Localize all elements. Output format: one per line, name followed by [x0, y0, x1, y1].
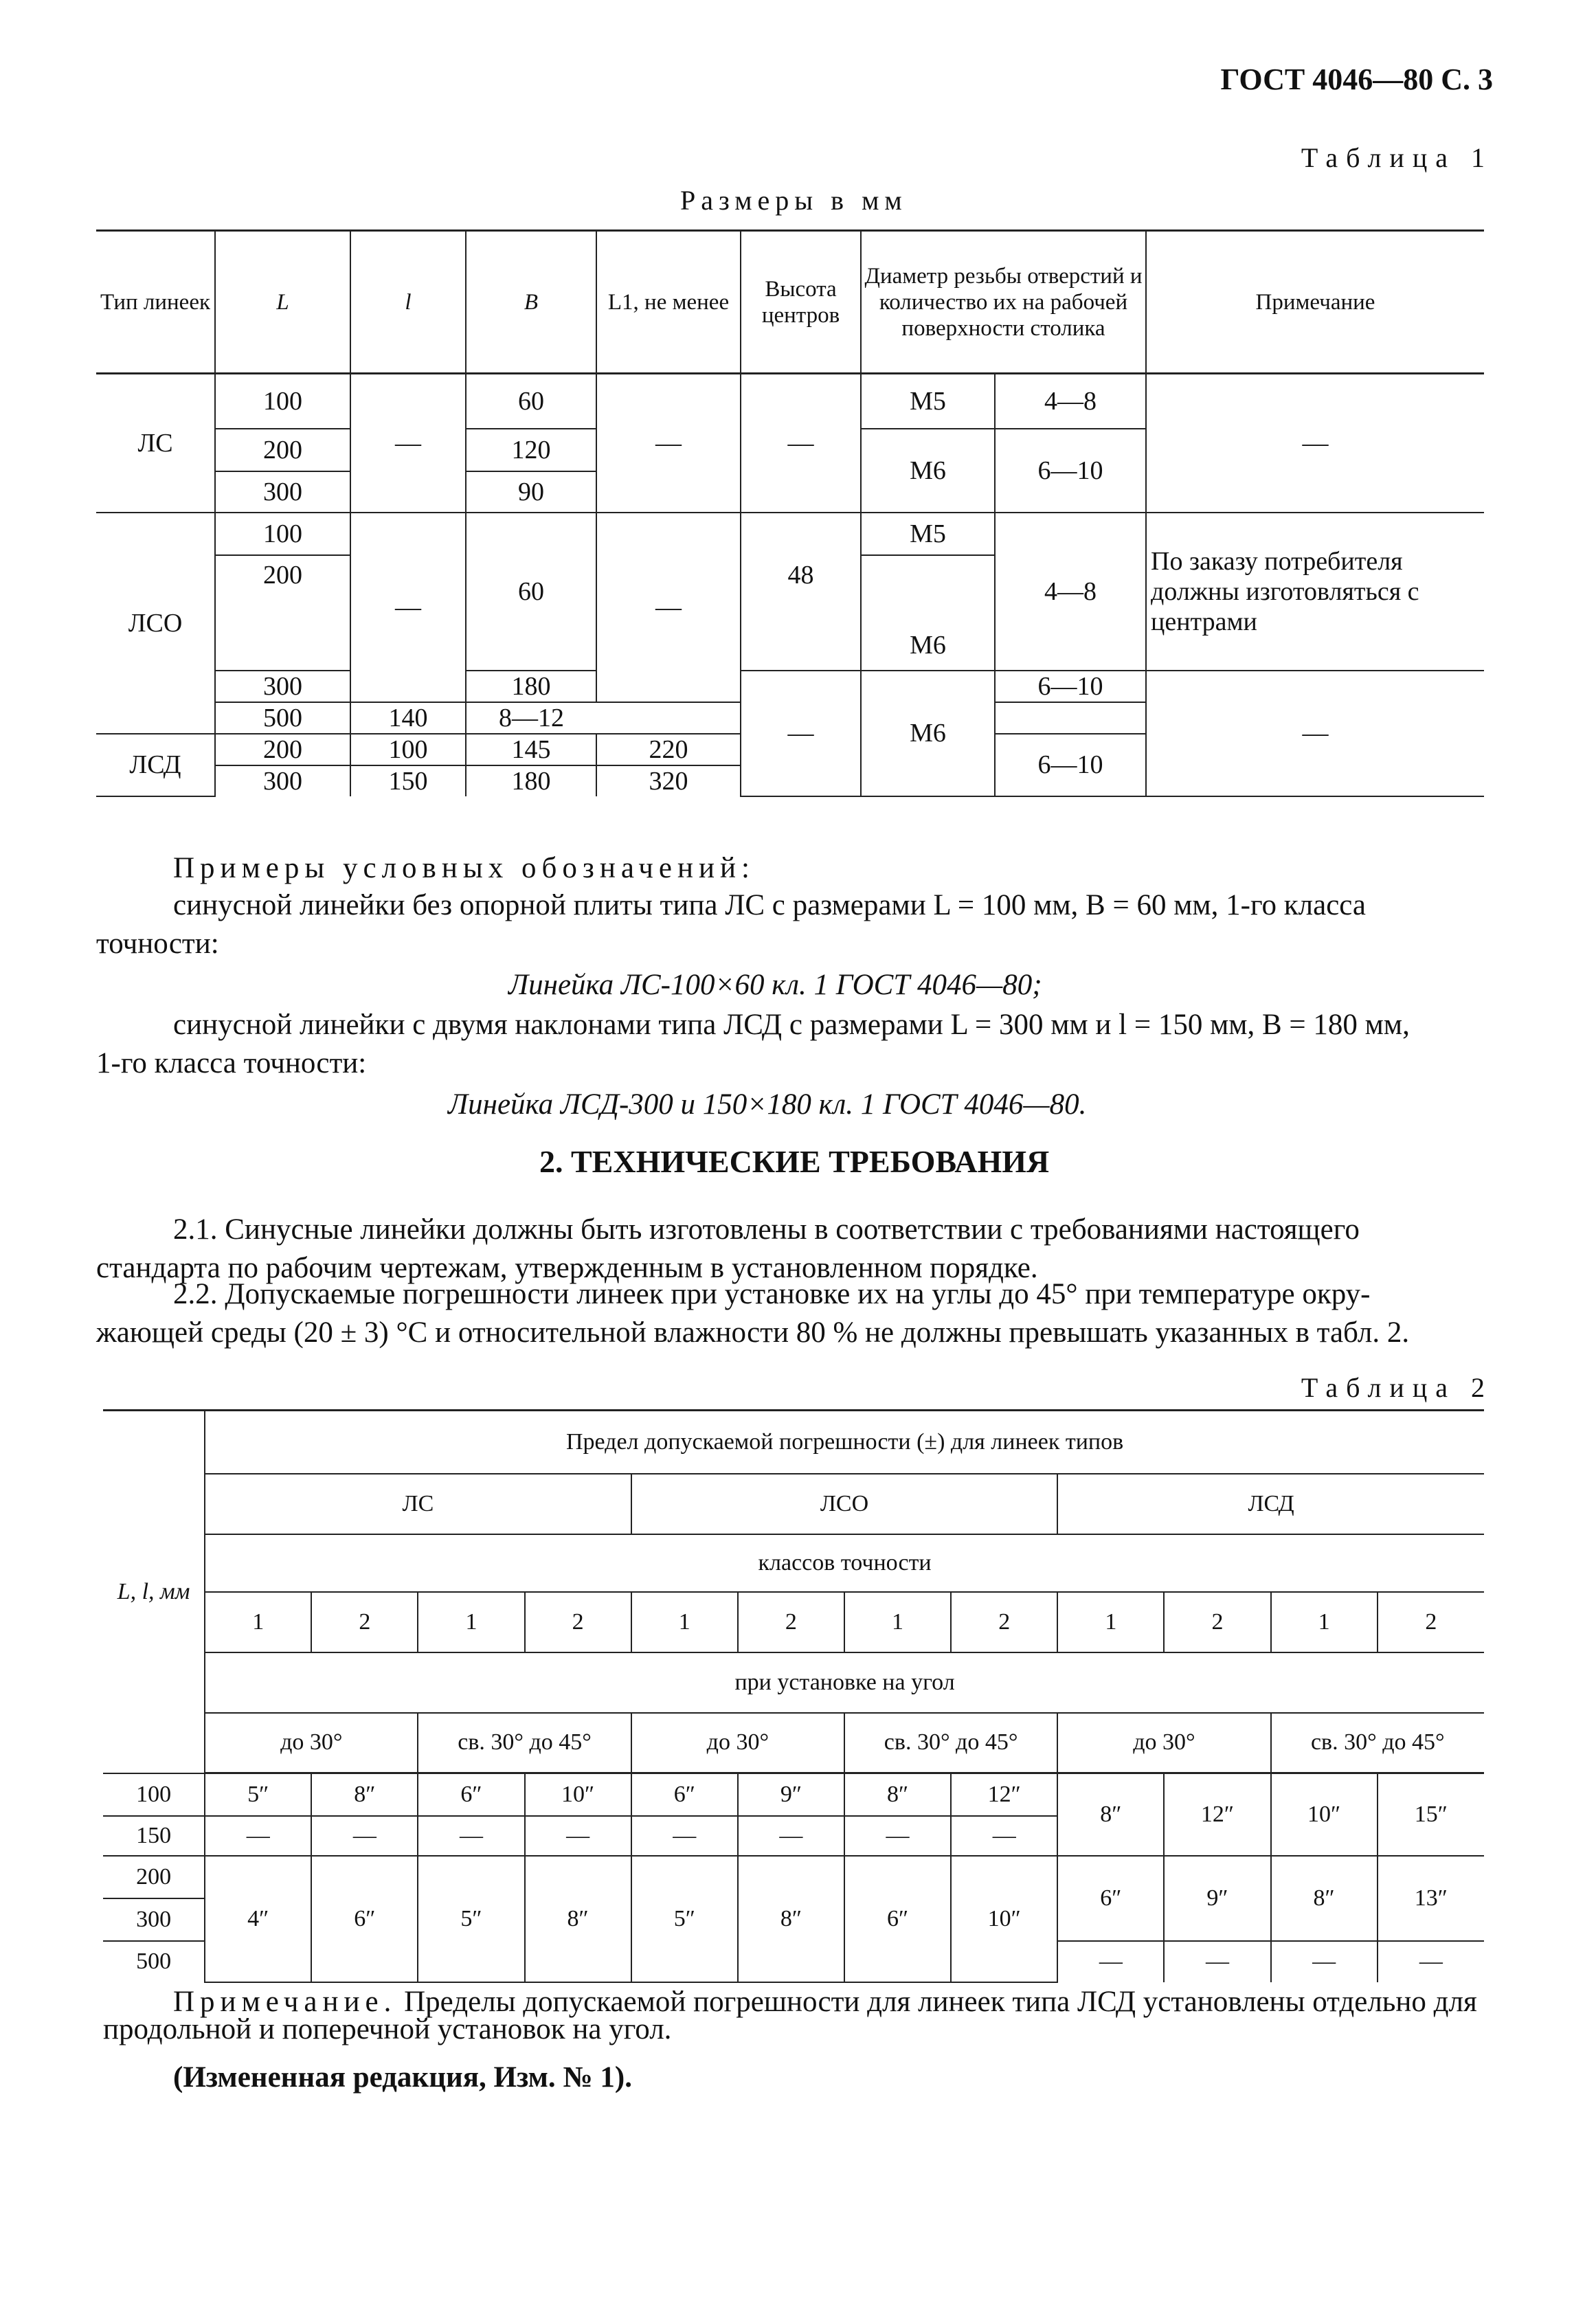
t2-class: 2 — [1378, 1592, 1484, 1652]
t1-cell: 300 — [215, 671, 350, 702]
t2-class: 2 — [738, 1592, 844, 1652]
t1-cell: 60 — [466, 374, 596, 429]
t2-class: 1 — [205, 1592, 311, 1652]
t2-cell: 13″ — [1378, 1856, 1484, 1941]
t1-cell: 145 — [466, 734, 596, 765]
t1-cell: 6—10 — [995, 671, 1146, 702]
t2-angle: св. 30° до 45° — [844, 1713, 1057, 1773]
t1-header-B: B — [466, 231, 596, 374]
t2-cell: — — [1378, 1941, 1484, 1982]
edition-note: (Измененная редакция, Изм. № 1). — [173, 2061, 632, 2094]
t2-cell: 6″ — [631, 1773, 738, 1816]
t2-cell: 10″ — [1271, 1773, 1378, 1856]
t2-cell: — — [1057, 1941, 1164, 1982]
t2-cell: 5″ — [418, 1856, 524, 1982]
t1-cell: 4—8 — [995, 374, 1146, 429]
t2-type-lso: ЛСО — [631, 1474, 1058, 1534]
t1-cell: — — [1146, 671, 1484, 796]
t2-cell: 5″ — [205, 1773, 311, 1816]
t1-cell: — — [596, 513, 741, 702]
t1-header-note: Примечание — [1146, 231, 1484, 374]
t1-cell: — — [741, 374, 861, 513]
note-label: Примечание. — [173, 1986, 397, 2018]
t1-type-lso: ЛСО — [96, 513, 215, 734]
table-1 — [96, 229, 1484, 797]
t2-cell: 8″ — [1057, 1773, 1164, 1856]
t2-cell: — — [951, 1816, 1057, 1856]
t1-cell: 48 — [741, 513, 861, 671]
t1-cell: 120 — [466, 429, 596, 471]
t1-cell: 320 — [596, 765, 741, 796]
t2-class: 1 — [1271, 1592, 1378, 1652]
t2-class: 1 — [844, 1592, 951, 1652]
t2-cell: 8″ — [844, 1773, 951, 1816]
t2-rowhead: L, l, мм — [103, 1411, 205, 1773]
t2-length: 500 — [103, 1941, 205, 1982]
t2-cell: — — [1271, 1941, 1378, 1982]
t1-header-L1: L1, не менее — [596, 231, 741, 374]
t2-cell: 15″ — [1378, 1773, 1484, 1856]
t1-type-lsd: ЛСД — [96, 734, 215, 796]
table2-caption: Таблица 2 — [1301, 1372, 1493, 1403]
t1-cell: 180 — [466, 671, 596, 702]
t1-type-ls: ЛС — [96, 374, 215, 513]
t2-type-lsd: ЛСД — [1057, 1474, 1484, 1534]
t2-cell: — — [205, 1816, 311, 1856]
t2-class: 2 — [525, 1592, 631, 1652]
t2-cell: 12″ — [1164, 1773, 1270, 1856]
paragraph-2-2b: жающей среды (20 ± 3) °С и относительной влажности 80 % не должны превышать указанных в табл. 2. — [96, 1316, 1410, 1349]
t1-header-thread: Диаметр резьбы отверстий и количество их на рабочей поверхности столика — [861, 231, 1146, 374]
t2-cell: — — [1164, 1941, 1270, 1982]
t2-length: 300 — [103, 1898, 205, 1941]
t1-cell: 300 — [215, 765, 350, 796]
t1-cell: 180 — [466, 765, 596, 796]
table-2 — [103, 1409, 1484, 1983]
t1-cell: 6—10 — [995, 734, 1146, 796]
t2-cell: 6″ — [1057, 1856, 1164, 1941]
t1-cell: 8—12 — [466, 702, 596, 734]
t2-class: 1 — [418, 1592, 524, 1652]
t1-cell: 140 — [350, 702, 466, 734]
t1-cell: По заказу потребителя должны изготовляться с центрами — [1146, 513, 1484, 671]
paragraph-2-2a: 2.2. Допускаемые погрешности линеек при установке их на углы до 45° при температуре окру- — [173, 1278, 1371, 1310]
t2-cell: — — [525, 1816, 631, 1856]
example-formula-1: Линейка ЛС-100×60 кл. 1 ГОСТ 4046—80; — [508, 969, 1042, 1001]
t1-cell: 200 — [215, 555, 350, 671]
t2-cell: 10″ — [525, 1773, 631, 1816]
t1-cell: 90 — [466, 471, 596, 513]
paragraph-2-1b: стандарта по рабочим чертежам, утвержденным в установленном порядке. — [96, 1252, 1038, 1284]
note-text-1: Пределы допускаемой погрешности для линеек типа ЛСД установлены отдельно для — [396, 1986, 1477, 2018]
t2-cell: 5″ — [631, 1856, 738, 1982]
t1-cell: 4—8 — [995, 513, 1146, 671]
t2-cell: 8″ — [525, 1856, 631, 1982]
t2-cell: — — [844, 1816, 951, 1856]
example-formula-2: Линейка ЛСД-300 и 150×180 кл. 1 ГОСТ 4046—80. — [448, 1088, 1087, 1121]
t2-length: 100 — [103, 1773, 205, 1816]
t2-title: Предел допускаемой погрешности (±) для линеек типов — [205, 1411, 1484, 1474]
t2-class: 2 — [311, 1592, 418, 1652]
t2-cell: 9″ — [1164, 1856, 1270, 1941]
t1-cell: M5 — [861, 513, 995, 555]
t1-cell: — — [741, 671, 861, 796]
t1-cell: — — [350, 374, 466, 513]
t1-cell: 300 — [215, 471, 350, 513]
t2-class: 2 — [1164, 1592, 1270, 1652]
t2-angle: св. 30° до 45° — [1271, 1713, 1484, 1773]
note-line2: продольной и поперечной установок на угол. — [103, 2013, 672, 2045]
t1-cell: 200 — [215, 429, 350, 471]
table1-units: Размеры в мм — [680, 185, 908, 216]
page-header: ГОСТ 4046—80 С. 3 — [1220, 63, 1493, 96]
t2-angle: до 30° — [1057, 1713, 1270, 1773]
t1-cell: 200 — [215, 734, 350, 765]
t1-header-l: l — [350, 231, 466, 374]
t2-length: 200 — [103, 1856, 205, 1898]
t1-header-type: Тип линеек — [96, 231, 215, 374]
t2-cell: 9″ — [738, 1773, 844, 1816]
t2-cell: 6″ — [418, 1773, 524, 1816]
t1-cell: M6 — [861, 555, 995, 671]
paragraph-2-1a: 2.1. Синусные линейки должны быть изготовлены в соответствии с требованиями настоящего — [173, 1213, 1360, 1246]
t2-angle: св. 30° до 45° — [418, 1713, 631, 1773]
t2-cell: 6″ — [844, 1856, 951, 1982]
examples-title: Примеры условных обозначений: — [173, 852, 755, 884]
t2-cell: 8″ — [1271, 1856, 1378, 1941]
t1-cell: — — [1146, 374, 1484, 513]
examples-line1: синусной линейки без опорной плиты типа ЛС с размерами L = 100 мм, B = 60 мм, 1-го класса — [173, 889, 1366, 921]
t2-class: 2 — [951, 1592, 1057, 1652]
t2-cell: 8″ — [311, 1773, 418, 1816]
t2-length: 150 — [103, 1816, 205, 1856]
t1-cell: M6 — [861, 671, 995, 796]
t2-type-ls: ЛС — [205, 1474, 631, 1534]
t1-cell: M6 — [861, 429, 995, 513]
section-title: 2. ТЕХНИЧЕСКИЕ ТРЕБОВАНИЯ — [539, 1144, 1050, 1179]
t1-cell: 100 — [350, 734, 466, 765]
t1-cell: 100 — [215, 374, 350, 429]
t2-angle: до 30° — [205, 1713, 418, 1773]
t1-cell: 100 — [215, 513, 350, 555]
t1-header-L: L — [215, 231, 350, 374]
t2-class: 1 — [631, 1592, 738, 1652]
examples-line1b: точности: — [96, 928, 219, 960]
t2-angle: до 30° — [631, 1713, 844, 1773]
t2-cell: 6″ — [311, 1856, 418, 1982]
t1-header-height: Высота центров — [741, 231, 861, 374]
t1-cell: 220 — [596, 734, 741, 765]
t1-cell: M5 — [861, 374, 995, 429]
t2-cell: — — [738, 1816, 844, 1856]
t2-classes-label: классов точности — [205, 1534, 1484, 1592]
t1-cell: — — [596, 374, 741, 513]
t2-cell: — — [418, 1816, 524, 1856]
t2-class: 1 — [1057, 1592, 1164, 1652]
t2-cell: 4″ — [205, 1856, 311, 1982]
t1-cell: 500 — [215, 702, 350, 734]
t1-cell: 60 — [466, 513, 596, 671]
examples-line2b: 1-го класса точности: — [96, 1047, 367, 1079]
t1-cell: 6—10 — [995, 429, 1146, 513]
t2-cell: — — [311, 1816, 418, 1856]
t2-cell: 12″ — [951, 1773, 1057, 1816]
t2-angle-label: при установке на угол — [205, 1652, 1484, 1713]
t2-cell: 10″ — [951, 1856, 1057, 1982]
examples-line2: синусной линейки с двумя наклонами типа ЛСД с размерами L = 300 мм и l = 150 мм, B = 180 мм, — [173, 1009, 1410, 1041]
table1-caption: Таблица 1 — [1301, 142, 1493, 173]
t1-cell: 150 — [350, 765, 466, 796]
t2-cell: 8″ — [738, 1856, 844, 1982]
t2-cell: — — [631, 1816, 738, 1856]
t1-cell: — — [350, 513, 466, 702]
